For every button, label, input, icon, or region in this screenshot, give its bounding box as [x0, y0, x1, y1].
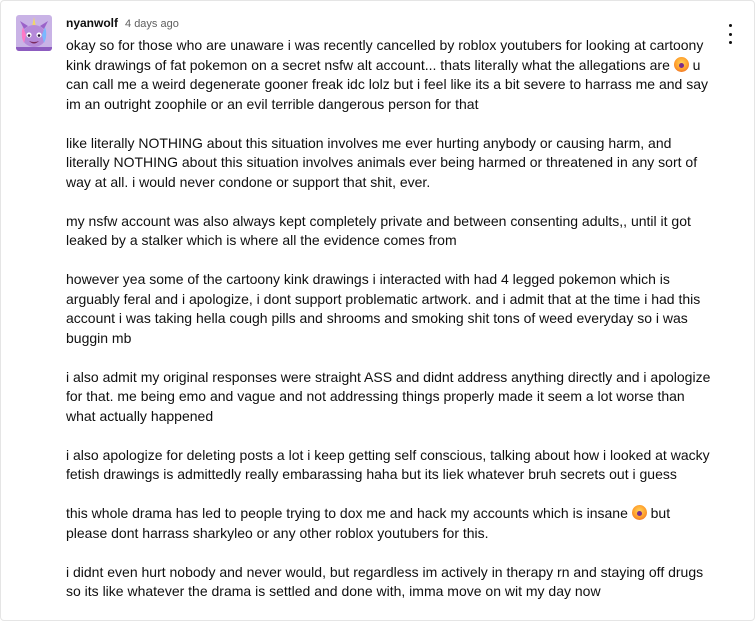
comment-timestamp[interactable]: 4 days ago	[125, 18, 179, 30]
paragraph-text: okay so for those who are unaware i was recently cancelled by roblox youtubers for looking at cartoony kink drawings of fat pokemon on a secret nsfw alt account... thats literally what the allegations are	[66, 37, 704, 73]
more-options-button[interactable]	[722, 24, 738, 44]
more-vert-dot	[729, 33, 732, 36]
comment-paragraph: my nsfw account was also always kept completely private and between consenting adults,, until it got leaked by a stalker which is where all the evidence comes from	[66, 212, 691, 248]
paragraph-text: this whole drama has led to people trying to dox me and hack my accounts which is insane	[66, 505, 632, 521]
comment-body	[66, 36, 714, 621]
comment-paragraph: i didnt even hurt nobody and never would, but regardless im actively in therapy rn and staying off drugs so its like whatever the drama is settled and done with, imma move on wit my day now	[66, 563, 704, 599]
comment-paragraph: like literally NOTHING about this situation involves me ever hurting anybody or causing harm, and literally NOTHING about this situation involves animals ever being harmed or threatened in any sort of way at all. i would never condone or support that shit, ever.	[66, 134, 698, 190]
more-vert-icon	[729, 24, 732, 27]
comment-paragraph	[66, 36, 714, 114]
comment-paragraph: i also admit my original responses were straight ASS and didnt address anything directly and i apologize for that. me being emo and vague and not addressing things properly made it seem a lot worse than what actually happened	[66, 368, 711, 424]
screaming-face-emoji-icon	[632, 505, 647, 520]
user-avatar[interactable]	[16, 15, 52, 51]
paragraph-text: u can call me a weird degenerate gooner freak idc lolz but i feel like its a bit severe to harrass me and say im an outright zoophile or an evil terrible dangerous person for that	[66, 56, 708, 112]
screaming-face-emoji-icon	[674, 57, 689, 72]
unicorn-avatar-icon	[16, 15, 52, 51]
comment-header	[66, 16, 179, 30]
more-vert-dot	[729, 41, 732, 44]
comment-paragraph	[66, 504, 714, 543]
paragraph-text: but please dont harrass sharkyleo or any other roblox youtubers for this.	[66, 505, 671, 541]
comment-author[interactable]: nyanwolf	[66, 16, 119, 30]
comment-paragraph: i also apologize for deleting posts a lot i keep getting self conscious, talking about how i looked at wacky fetish drawings is admittedly really embarassing haha but its liek whatever bruh secrets out i guess	[66, 446, 710, 482]
comment-paragraph: however yea some of the cartoony kink drawings i interacted with had 4 legged pokemon which is arguably feral and i apologize, i dont support problematic artwork. and i admit that at the time i had this account i was taking hella cough pills and shrooms and smoking shit tons of weed everyday so i was buggin mb	[66, 271, 701, 346]
